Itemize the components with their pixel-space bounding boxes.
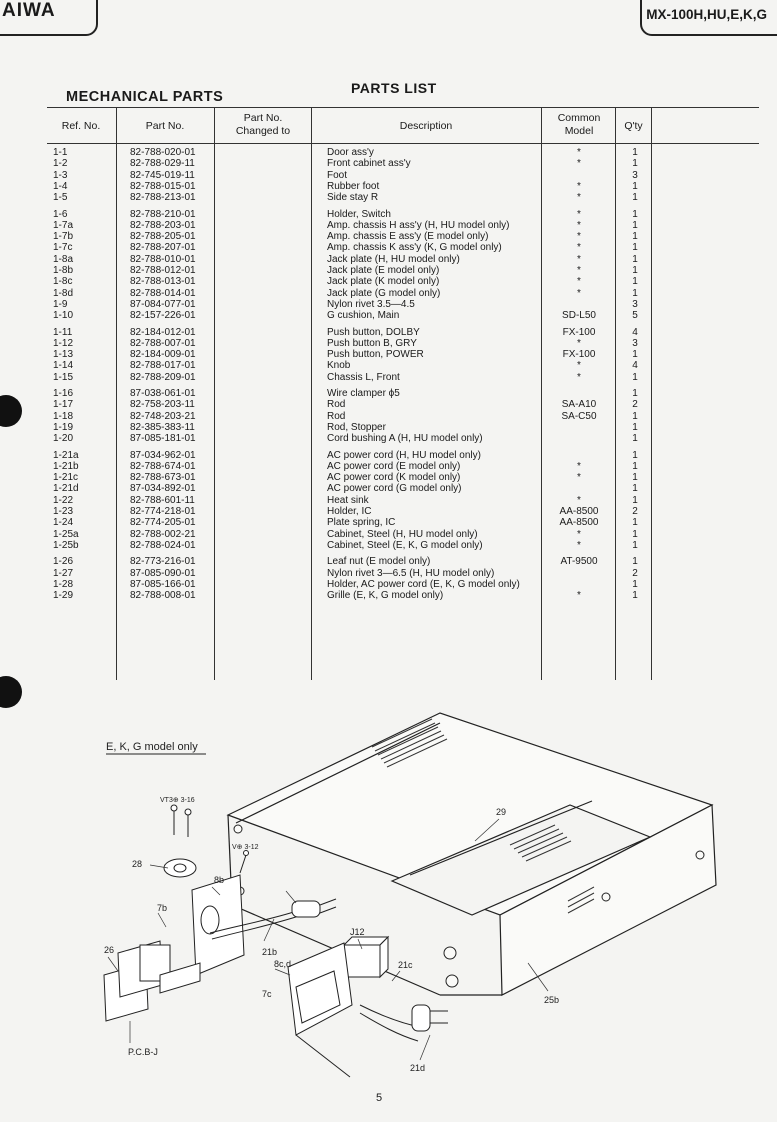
- description-cell: Jack plate (G model only): [327, 287, 441, 299]
- qty-cell: 1: [632, 494, 638, 506]
- part-no-cell: 87-085-090-01: [130, 567, 196, 579]
- common-model-cell: *: [577, 360, 581, 372]
- qty-cell: 1: [632, 472, 638, 484]
- table-row: [0, 327, 777, 338]
- qty-cell: 1: [632, 433, 638, 445]
- table-row: [0, 450, 777, 461]
- part-no-cell: 82-788-010-01: [130, 253, 196, 265]
- ref-no-cell: 1-11: [53, 326, 73, 338]
- common-model-cell: *: [577, 287, 581, 299]
- header-ref-no: Ref. No.: [61, 120, 101, 132]
- description-cell: Cord bushing A (H, HU model only): [327, 433, 483, 445]
- ref-no-cell: 1-8a: [53, 253, 74, 265]
- ref-no-cell: 1-8c: [53, 276, 73, 288]
- ref-no-cell: 1-8b: [53, 265, 74, 276]
- description-cell: Holder, IC: [327, 506, 372, 517]
- common-model-cell: AT-9500: [560, 556, 598, 568]
- qty-cell: 1: [632, 483, 638, 495]
- description-cell: Jack plate (E model only): [327, 265, 440, 276]
- part-no-cell: 87-034-962-01: [130, 449, 196, 461]
- header-common-model: [543, 112, 615, 138]
- ref-no-cell: 1-21a: [53, 449, 79, 461]
- table-row: [0, 590, 777, 601]
- ref-no-cell: 1-25a: [53, 528, 79, 540]
- description-cell: Rod: [327, 410, 346, 422]
- qty-cell: 1: [632, 371, 638, 383]
- ref-no-cell: 1-2: [53, 158, 68, 170]
- part-no-cell: 82-157-226-01: [130, 310, 196, 322]
- qty-cell: 1: [632, 219, 638, 231]
- description-cell: Heat sink: [327, 494, 369, 506]
- common-model-cell: AA-8500: [559, 517, 599, 529]
- ref-no-cell: 1-7b: [53, 231, 74, 243]
- qty-cell: 3: [632, 337, 638, 349]
- ref-no-cell: 1-12: [53, 337, 74, 349]
- ref-no-cell: 1-25b: [53, 539, 79, 551]
- qty-cell: 1: [632, 421, 638, 433]
- ref-no-cell: 1-6: [53, 208, 68, 220]
- common-model-cell: FX-100: [562, 326, 596, 338]
- qty-cell: 1: [632, 276, 638, 288]
- table-row: [0, 568, 777, 579]
- label-21d: 21d: [410, 1063, 426, 1073]
- table-row: [0, 338, 777, 349]
- common-model-cell: *: [577, 472, 581, 484]
- table-top-rule: [47, 107, 759, 108]
- ref-no-cell: 1-9: [53, 298, 68, 310]
- description-cell: Amp. chassis H ass'y (H, HU model only): [327, 219, 510, 231]
- qty-cell: 1: [632, 253, 638, 265]
- description-cell: Chassis L, Front: [327, 371, 400, 383]
- ref-no-cell: 1-18: [53, 410, 74, 422]
- common-model-cell: *: [577, 276, 581, 288]
- qty-cell: 1: [632, 180, 638, 192]
- table-row: [0, 276, 777, 287]
- description-cell: Door ass'y: [327, 147, 374, 158]
- label-28: 28: [132, 859, 143, 869]
- qty-cell: 1: [632, 388, 638, 399]
- ref-no-cell: 1-17: [53, 399, 74, 411]
- jack-plate-8b: [192, 875, 244, 975]
- table-row: [0, 220, 777, 231]
- ref-no-cell: 1-21c: [53, 472, 79, 484]
- header-common-line2: Model: [564, 125, 594, 137]
- table-row: [0, 254, 777, 265]
- part-no-cell: 82-774-205-01: [130, 517, 196, 529]
- description-cell: Rubber foot: [327, 180, 380, 192]
- part-no-cell: 82-788-601-11: [130, 494, 195, 506]
- qty-cell: 1: [632, 539, 638, 551]
- table-row: [0, 579, 777, 590]
- part-no-cell: 87-085-181-01: [130, 433, 196, 445]
- page-number: 5: [376, 1092, 383, 1104]
- description-cell: Jack plate (K model only): [327, 276, 440, 288]
- table-row: [0, 242, 777, 253]
- part-no-cell: 82-788-213-01: [130, 192, 196, 204]
- part-no-cell: 82-774-218-01: [130, 506, 196, 517]
- qty-cell: 4: [632, 360, 638, 372]
- description-cell: Front cabinet ass'y: [327, 158, 411, 170]
- table-row: [0, 310, 777, 321]
- common-model-cell: *: [577, 494, 581, 506]
- qty-cell: 1: [632, 410, 638, 422]
- label-21c: 21c: [398, 960, 413, 970]
- part-no-cell: 87-085-166-01: [130, 578, 196, 590]
- label-21b: 21b: [262, 947, 278, 957]
- qty-cell: 1: [632, 287, 638, 299]
- label-j12: J12: [350, 927, 365, 937]
- part-no-cell: 82-788-007-01: [130, 337, 196, 349]
- table-row: [0, 360, 777, 371]
- description-cell: Push button, POWER: [327, 349, 424, 361]
- ref-no-cell: 1-3: [53, 169, 68, 181]
- common-model-cell: SA-C50: [561, 410, 597, 422]
- steel-cabinet: [228, 713, 716, 995]
- label-7b: 7b: [157, 903, 168, 913]
- description-cell: Rod, Stopper: [327, 421, 386, 433]
- qty-cell: 1: [632, 556, 638, 568]
- table-row: [0, 461, 777, 472]
- label-29: 29: [496, 807, 507, 817]
- section-title: MECHANICAL PARTS: [66, 89, 224, 105]
- common-model-cell: *: [577, 539, 581, 551]
- common-model-cell: *: [577, 590, 581, 602]
- table-header-rule: [47, 143, 759, 144]
- qty-cell: 3: [632, 298, 638, 310]
- part-no-cell: 82-788-203-01: [130, 219, 196, 231]
- socket-j12: [344, 937, 388, 977]
- table-row: [0, 472, 777, 483]
- ref-no-cell: 1-4: [53, 180, 68, 192]
- common-model-cell: *: [577, 231, 581, 243]
- part-no-cell: 82-788-029-11: [130, 158, 195, 170]
- part-no-cell: 82-788-002-21: [130, 528, 196, 540]
- table-row: [0, 147, 777, 158]
- table-row: [0, 388, 777, 399]
- table-row: [0, 181, 777, 192]
- description-cell: Side stay R: [327, 192, 379, 204]
- part-no-cell: 82-773-216-01: [130, 556, 196, 568]
- common-model-cell: *: [577, 219, 581, 231]
- qty-cell: 2: [632, 399, 638, 411]
- description-cell: Rod: [327, 399, 346, 411]
- table-row: [0, 170, 777, 181]
- ref-no-cell: 1-7c: [53, 242, 73, 254]
- page-title: PARTS LIST: [351, 80, 437, 96]
- label-screw-vt3: VT3⊕ 3-16: [160, 797, 195, 804]
- description-cell: Jack plate (H, HU model only): [327, 253, 460, 265]
- description-cell: Plate spring, IC: [327, 517, 396, 529]
- description-cell: G cushion, Main: [327, 310, 400, 322]
- table-row: [0, 349, 777, 360]
- description-cell: Leaf nut (E model only): [327, 556, 431, 568]
- label-screw-v: V⊕ 3-12: [232, 844, 259, 851]
- qty-cell: 1: [632, 517, 638, 529]
- model-number: MX-100H,HU,E,K,G: [646, 7, 767, 22]
- common-model-cell: *: [577, 158, 581, 170]
- header-description: Description: [399, 120, 453, 132]
- part-no-cell: 82-788-673-01: [130, 472, 196, 484]
- qty-cell: 1: [632, 208, 638, 220]
- description-cell: Foot: [327, 169, 348, 181]
- label-26: 26: [104, 945, 115, 955]
- ref-no-cell: 1-13: [53, 349, 74, 361]
- label-25b: 25b: [544, 995, 560, 1005]
- description-cell: Amp. chassis E ass'y (E model only): [327, 231, 489, 243]
- description-cell: AC power cord (K model only): [327, 472, 461, 484]
- common-model-cell: SD-L50: [562, 310, 596, 322]
- table-row: [0, 540, 777, 551]
- common-model-cell: *: [577, 208, 581, 220]
- part-no-cell: 82-788-210-01: [130, 208, 196, 220]
- table-row: [0, 209, 777, 220]
- ref-no-cell: 1-1: [53, 147, 68, 158]
- description-cell: AC power cord (E model only): [327, 460, 461, 472]
- qty-cell: 1: [632, 265, 638, 276]
- qty-cell: 1: [632, 147, 638, 158]
- header-changed-to: [216, 112, 310, 138]
- table-row: [0, 529, 777, 540]
- qty-cell: 3: [632, 169, 638, 181]
- part-no-cell: 82-748-203-21: [130, 410, 196, 422]
- ref-no-cell: 1-10: [53, 310, 74, 322]
- qty-cell: 2: [632, 506, 638, 517]
- table-row: [0, 517, 777, 528]
- table-row: [0, 231, 777, 242]
- description-cell: Grille (E, K, G model only): [327, 590, 444, 602]
- table-row: [0, 495, 777, 506]
- qty-cell: 1: [632, 578, 638, 590]
- ref-no-cell: 1-15: [53, 371, 74, 383]
- part-no-cell: 82-745-019-11: [130, 169, 195, 181]
- table-row: [0, 556, 777, 567]
- part-no-cell: 82-184-012-01: [130, 326, 196, 338]
- common-model-cell: *: [577, 242, 581, 254]
- brand-tab: [0, 0, 98, 36]
- label-8cd: 8c,d: [274, 959, 292, 969]
- ref-no-cell: 1-29: [53, 590, 74, 602]
- part-no-cell: 82-788-209-01: [130, 371, 196, 383]
- ref-no-cell: 1-16: [53, 388, 74, 399]
- table-row: [0, 158, 777, 169]
- ref-no-cell: 1-26: [53, 556, 74, 568]
- description-cell: Cabinet, Steel (E, K, G model only): [327, 539, 483, 551]
- part-no-cell: 82-385-383-11: [130, 421, 195, 433]
- description-cell: Knob: [327, 360, 351, 372]
- table-row: [0, 399, 777, 410]
- table-row: [0, 192, 777, 203]
- table-row: [0, 372, 777, 383]
- punch-hole: [0, 676, 22, 708]
- part-no-cell: 82-758-203-11: [130, 399, 195, 411]
- chassis-7c: [288, 943, 352, 1077]
- qty-cell: 4: [632, 326, 638, 338]
- description-cell: AC power cord (G model only): [327, 483, 462, 495]
- common-model-cell: SA-A10: [561, 399, 597, 411]
- description-cell: Nylon rivet 3—6.5 (H, HU model only): [327, 567, 495, 579]
- qty-cell: 1: [632, 192, 638, 204]
- part-no-cell: 87-034-892-01: [130, 483, 196, 495]
- qty-cell: 2: [632, 567, 638, 579]
- ref-no-cell: 1-7a: [53, 219, 74, 231]
- ref-no-cell: 1-19: [53, 421, 74, 433]
- part-no-cell: 82-788-012-01: [130, 265, 196, 276]
- ref-no-cell: 1-20: [53, 433, 74, 445]
- qty-cell: 1: [632, 231, 638, 243]
- part-no-cell: 82-788-017-01: [130, 360, 196, 372]
- table-row: [0, 433, 777, 444]
- description-cell: AC power cord (H, HU model only): [327, 449, 481, 461]
- common-model-cell: *: [577, 147, 581, 158]
- common-model-cell: FX-100: [562, 349, 596, 361]
- description-cell: Push button B, GRY: [327, 337, 417, 349]
- table-row: [0, 422, 777, 433]
- ref-no-cell: 1-21d: [53, 483, 79, 495]
- common-model-cell: AA-8500: [559, 506, 599, 517]
- table-row: [0, 265, 777, 276]
- common-model-cell: *: [577, 528, 581, 540]
- ref-no-cell: 1-21b: [53, 460, 79, 472]
- common-model-cell: *: [577, 265, 581, 276]
- ref-no-cell: 1-24: [53, 517, 74, 529]
- table-row: [0, 288, 777, 299]
- common-model-cell: *: [577, 180, 581, 192]
- diagram-caption: E, K, G model only: [106, 741, 198, 753]
- description-cell: Push button, DOLBY: [327, 326, 420, 338]
- brand-logo-text: AIWA: [2, 0, 56, 21]
- ref-no-cell: 1-14: [53, 360, 74, 372]
- description-cell: Amp. chassis K ass'y (K, G model only): [327, 242, 502, 254]
- description-cell: Cabinet, Steel (H, HU model only): [327, 528, 478, 540]
- qty-cell: 1: [632, 590, 638, 602]
- label-7c: 7c: [262, 989, 272, 999]
- cord-holder: [164, 859, 196, 877]
- table-row: [0, 506, 777, 517]
- part-no-cell: 82-788-020-01: [130, 147, 196, 158]
- common-model-cell: *: [577, 192, 581, 204]
- part-no-cell: 82-788-207-01: [130, 242, 196, 254]
- label-pcb-j: P.C.B-J: [128, 1047, 158, 1057]
- ref-no-cell: 1-8d: [53, 287, 74, 299]
- qty-cell: 1: [632, 158, 638, 170]
- header-common-line1: Common: [557, 112, 601, 124]
- part-no-cell: 82-788-024-01: [130, 539, 196, 551]
- header-qty: Q'ty: [624, 120, 643, 132]
- power-cord-21c-21d: [360, 1005, 448, 1041]
- part-no-cell: 87-084-077-01: [130, 298, 196, 310]
- label-8b: 8b: [214, 875, 225, 885]
- qty-cell: 1: [632, 449, 638, 461]
- table-row: [0, 483, 777, 494]
- exploded-diagram: [0, 705, 777, 1085]
- description-cell: Holder, Switch: [327, 208, 391, 220]
- description-cell: Holder, AC power cord (E, K, G model only): [327, 578, 520, 590]
- table-row: [0, 411, 777, 422]
- pcb-assembly: [104, 941, 200, 1021]
- ref-no-cell: 1-28: [53, 578, 74, 590]
- part-no-cell: 82-184-009-01: [130, 349, 196, 361]
- qty-cell: 1: [632, 349, 638, 361]
- part-no-cell: 87-038-061-01: [130, 388, 196, 399]
- header-changed-line1: Part No.: [243, 112, 283, 124]
- qty-cell: 5: [632, 310, 638, 322]
- table-row: [0, 299, 777, 310]
- header-changed-line2: Changed to: [235, 125, 291, 137]
- part-no-cell: 82-788-205-01: [130, 231, 196, 243]
- common-model-cell: *: [577, 460, 581, 472]
- common-model-cell: *: [577, 371, 581, 383]
- ref-no-cell: 1-27: [53, 567, 74, 579]
- common-model-cell: *: [577, 253, 581, 265]
- part-no-cell: 82-788-013-01: [130, 276, 196, 288]
- part-no-cell: 82-788-014-01: [130, 287, 196, 299]
- model-tab: [640, 0, 777, 36]
- header-part-no: Part No.: [145, 120, 185, 132]
- ref-no-cell: 1-23: [53, 506, 74, 517]
- part-no-cell: 82-788-015-01: [130, 180, 196, 192]
- description-cell: Nylon rivet 3.5—4.5: [327, 298, 415, 310]
- description-cell: Wire clamper ϕ5: [327, 388, 400, 399]
- ref-no-cell: 1-22: [53, 494, 74, 506]
- ref-no-cell: 1-5: [53, 192, 68, 204]
- part-no-cell: 82-788-008-01: [130, 590, 196, 602]
- qty-cell: 1: [632, 242, 638, 254]
- qty-cell: 1: [632, 528, 638, 540]
- qty-cell: 1: [632, 460, 638, 472]
- common-model-cell: *: [577, 337, 581, 349]
- part-no-cell: 82-788-674-01: [130, 460, 196, 472]
